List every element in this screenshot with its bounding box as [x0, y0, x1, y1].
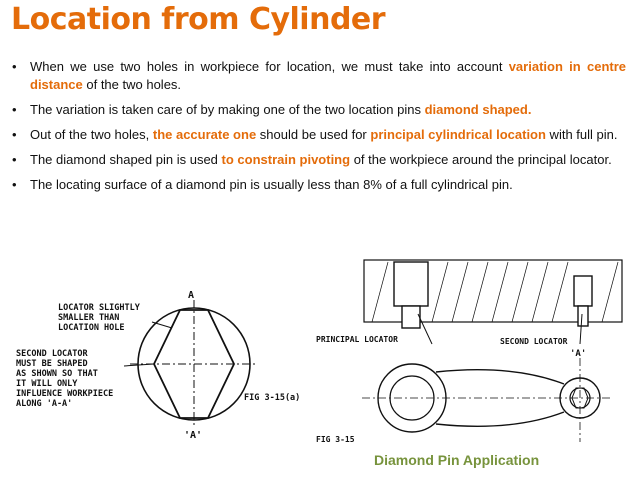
fig-label-b: FIG 3-15: [316, 435, 355, 444]
bullet-list: [12, 58, 626, 201]
bullet-text: Out of the two holes,: [30, 127, 153, 142]
second-note-5: INFLUENCE WORKPIECE: [16, 389, 114, 399]
bullet-text: The variation is taken care of by making one of the two location pins: [30, 102, 425, 117]
bullet-text: When we use two holes in workpiece for location, we must take into account: [30, 59, 509, 74]
bullet-text: of the workpiece around the principal locator.: [350, 152, 612, 167]
bullet-text: The diamond shaped pin is used: [30, 152, 222, 167]
locator-note-1: LOCATOR SLIGHTLY: [58, 303, 140, 313]
bullet-item: [12, 176, 626, 194]
second-locator-label: SECOND LOCATOR: [500, 337, 568, 346]
axis-label-right: 'A': [570, 349, 587, 359]
bullet-text: The locating surface of a diamond pin is usually less than 8% of a full cylindrical pin.: [30, 177, 513, 192]
principal-locator-label: PRINCIPAL LOCATOR: [316, 335, 398, 344]
diamond-pin-figure: [12, 288, 332, 456]
highlighted-text: diamond shaped.: [424, 102, 532, 117]
bullet-item: [12, 101, 626, 119]
bullet-item: [12, 58, 626, 94]
second-note-3: AS SHOWN SO THAT: [16, 369, 98, 379]
highlighted-text: to constrain pivoting: [221, 152, 351, 167]
highlighted-text: principal cylindrical location: [370, 127, 546, 142]
bullet-text: of the two holes.: [82, 77, 182, 92]
second-note-1: SECOND LOCATOR: [16, 349, 88, 359]
axis-bottom-label: 'A': [184, 430, 203, 441]
axis-top-label: A: [188, 290, 195, 301]
figure-caption: Diamond Pin Application: [374, 452, 540, 468]
locator-note-2: SMALLER THAN: [58, 313, 120, 323]
bullet-text: should be used for: [256, 127, 371, 142]
workpiece-figure: [312, 252, 630, 448]
slide-title: Location from Cylinder: [11, 2, 386, 37]
highlighted-text: the accurate one: [152, 127, 257, 142]
second-note-6: ALONG 'A-A': [16, 399, 73, 409]
highlighted-text: variation in centre distance: [30, 59, 626, 92]
locator-note-3: LOCATION HOLE: [58, 323, 125, 333]
bullet-item: [12, 151, 626, 169]
bullet-text: with full pin.: [545, 127, 618, 142]
fig-label-a: FIG 3-15(a): [244, 393, 301, 403]
second-note-4: IT WILL ONLY: [16, 379, 78, 389]
second-note-2: MUST BE SHAPED: [16, 359, 88, 369]
diamond-pin-drawing: [12, 288, 332, 456]
workpiece-drawing: [312, 252, 630, 448]
bullet-item: [12, 126, 626, 144]
